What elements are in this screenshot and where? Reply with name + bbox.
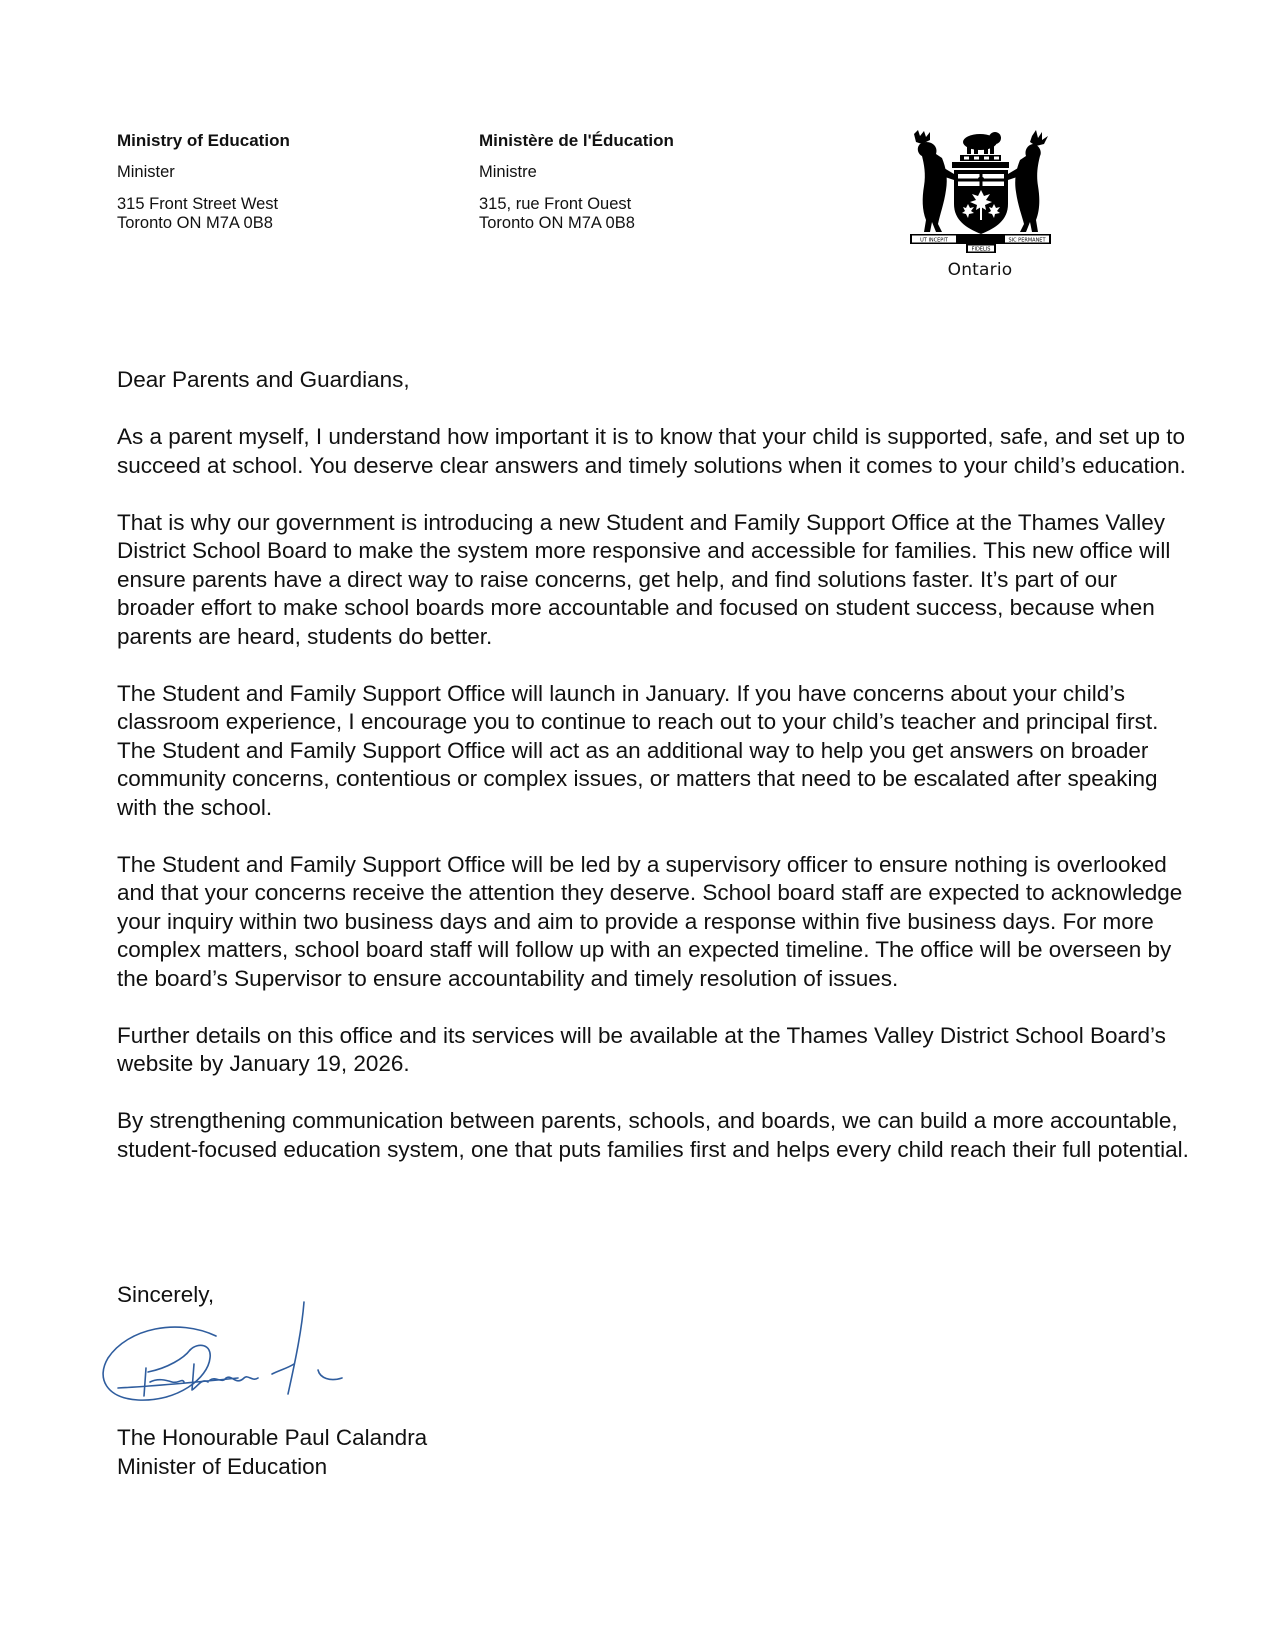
ministry-name-french: Ministère de l'Éducation (479, 131, 674, 150)
closing: Sincerely, (117, 1282, 215, 1307)
ministry-name-english: Ministry of Education (117, 131, 290, 150)
letterhead-french (479, 131, 674, 233)
signoff (117, 1424, 427, 1481)
bear-icon (963, 132, 1001, 154)
paragraph: The Student and Family Support Office will launch in January. If you have concerns about your child’s classroom experience, I encourage you to continue to reach out to your child’s teacher and principal first. The Student and Family Support Office will act as an additional way to help you get answers on broader community concerns, contentious or complex issues, or matters that need to be escalated after speaking with the school. (117, 680, 1159, 820)
letterhead-english (117, 131, 290, 233)
deer-right-icon (1008, 130, 1048, 232)
signatory-title: Minister of Education (117, 1453, 328, 1479)
minister-role-english: Minister (117, 163, 175, 181)
signatory-name: The Honourable Paul Calandra (117, 1425, 428, 1450)
moose-left-icon (914, 130, 954, 232)
paragraph: The Student and Family Support Office will be led by a supervisory officer to ensure nothing is overlooked and that your concerns receive the attention they deserve. School board staff are expected to acknowledge your inquiry within two business days and aim to provide a response within five business days. For more complex matters, school board staff will follow up with an expected timeline. The office will be overseen by the board’s Supervisor to ensure accountability and timely resolution of issues. (117, 851, 1183, 991)
paragraph: By strengthening communication between parents, schools, and boards, we can build a more accountable, student-focused education system, one that puts families first and helps every child reach their full potential. (117, 1108, 1189, 1162)
ontario-crest (905, 128, 1055, 288)
svg-text:FIDELIS: FIDELIS (971, 246, 990, 253)
minister-role-french: Ministre (479, 163, 537, 181)
signature-icon (98, 1298, 358, 1408)
address-line1-english: 315 Front Street West (117, 195, 279, 213)
letter-body (117, 366, 1197, 1193)
svg-text:UT INCEPIT: UT INCEPIT (919, 237, 948, 244)
address-line2-english: Toronto ON M7A 0B8 (117, 214, 273, 232)
paragraph: As a parent myself, I understand how important it is to know that your child is supported, safe, and set up to succeed at school. You deserve clear answers and timely solutions when it comes to your child’s education. (117, 424, 1186, 478)
crest-caption: Ontario (947, 260, 1013, 280)
salutation: Dear Parents and Guardians, (117, 367, 410, 392)
address-line2-french: Toronto ON M7A 0B8 (479, 214, 635, 232)
coat-of-arms-icon (908, 128, 1053, 258)
paragraph: That is why our government is introducing a new Student and Family Support Office at the Thames Valley District School Board to make the system more responsive and accessible for families. This new office will ensure parents have a direct way to raise concerns, get help, and find solutions faster. It’s part of our broader effort to make school boards more accountable and focused on student success, because when parents are heard, students do better. (117, 509, 1171, 649)
paragraph: Further details on this office and its services will be available at the Thames Valley District School Board’s website by January 19, 2026. (117, 1022, 1166, 1076)
address-line1-french: 315, rue Front Ouest (479, 195, 632, 213)
svg-text:SIC PERMANET: SIC PERMANET (1007, 237, 1046, 244)
